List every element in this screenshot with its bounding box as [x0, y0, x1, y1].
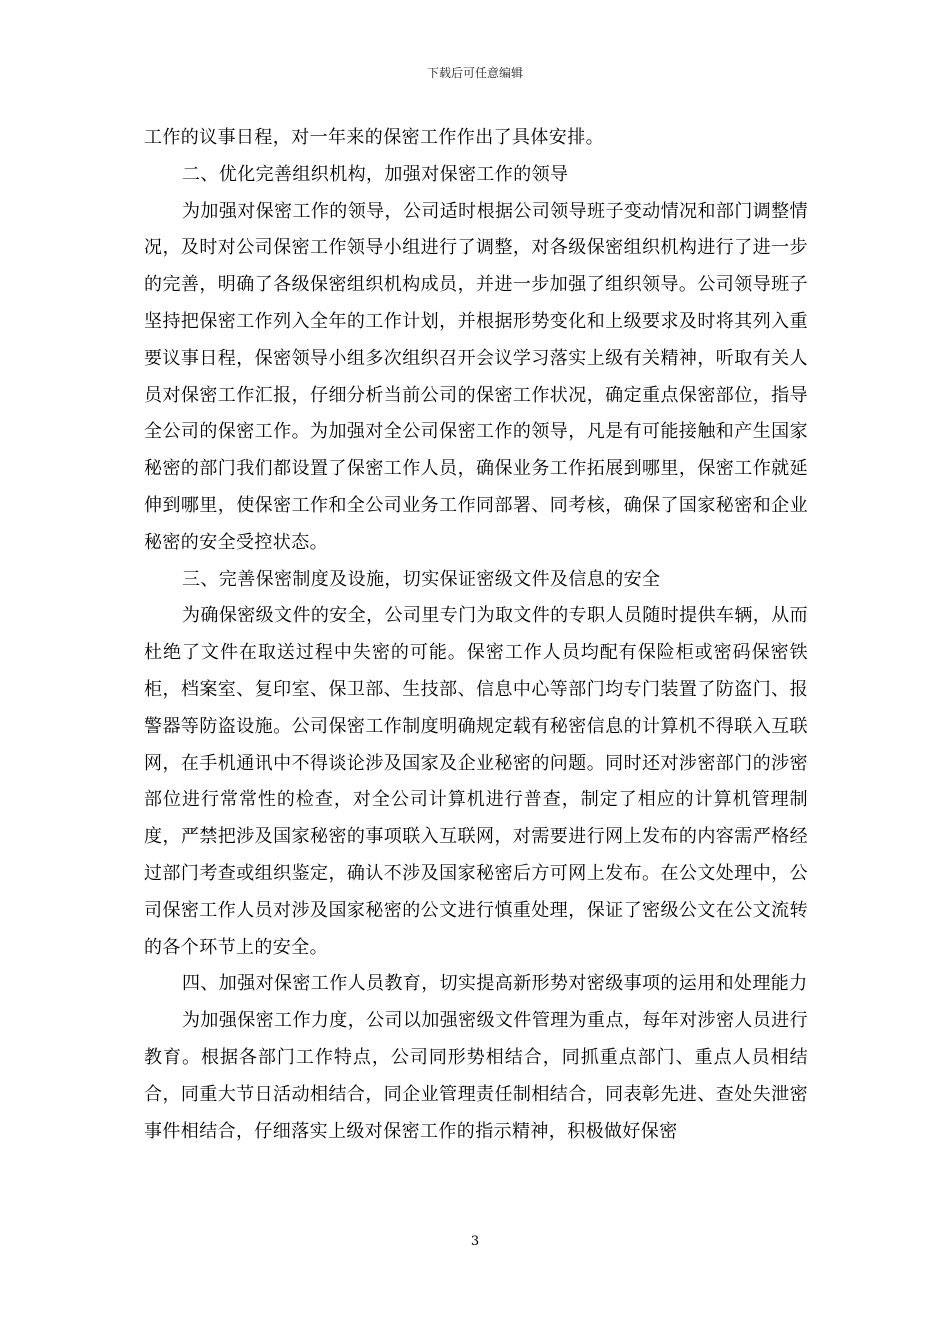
paragraph-section-4: 为加强保密工作力度，公司以加强密级文件管理为重点，每年对涉密人员进行教育。根据各部门工作特点，公司同形势相结合，同抓重点部门、重点人员相结合，同重大节日活动相结合，同企业管理责任制相结合，同表彰先进、查处失泄密事件相结合，仔细落实上级对保密工作的指示精神，积极做好保密 [144, 1010, 808, 1142]
section-heading-4: 四、加强对保密工作人员教育，切实提高新形势对密级事项的运用和处理能力 [182, 973, 808, 995]
section-heading-3: 三、完善保密制度及设施，切实保证密级文件及信息的安全 [182, 568, 661, 590]
page-number: 3 [470, 1234, 480, 1249]
paragraph-section-3: 为确保密级文件的安全，公司里专门为取文件的专职人员随时提供车辆，从而杜绝了文件在取送过程中失密的可能。保密工作人员均配有保险柜或密码保密铁柜，档案室、复印室、保卫部、生技部、信息中心等部门均专门装置了防盗门、报警器等防盗设施。公司保密工作制度明确规定载有秘密信息的计算机不得联入互联网，在手机通讯中不得谈论涉及国家及企业秘密的问题。同时还对涉密部门的涉密部位进行常常性的检查，对全公司计算机进行普查，制定了相应的计算机管理制度，严禁把涉及国家秘密的事项联入互联网，对需要进行网上发布的内容需严格经过部门考查或组织鉴定，确认不涉及国家秘密后方可网上发布。在公文处理中，公司保密工作人员对涉及国家秘密的公文进行慎重处理，保证了密级公文在公文流转的各个环节上的安全。 [144, 605, 808, 958]
document-body [144, 120, 808, 1150]
paragraph-continuation: 工作的议事日程，对一年来的保密工作作出了具体安排。 [144, 127, 604, 148]
section-heading-2: 二、优化完善组织机构，加强对保密工作的领导 [182, 163, 569, 185]
page-header: 下载后可任意编辑 [426, 66, 523, 80]
paragraph-section-2: 为加强对保密工作的领导，公司适时根据公司领导班子变动情况和部门调整情况，及时对公司保密工作领导小组进行了调整，对各级保密组织机构进行了进一步的完善，明确了各级保密组织机构成员，并进一步加强了组织领导。公司领导班子坚持把保密工作列入全年的工作计划，并根据形势变化和上级要求及时将其列入重要议事日程，保密领导小组多次组织召开会议学习落实上级有关精神，听取有关人员对保密工作汇报，仔细分析当前公司的保密工作状况，确定重点保密部位，指导全公司的保密工作。为加强对全公司保密工作的领导，凡是有可能接触和产生国家秘密的部门我们都设置了保密工作人员，确保业务工作拓展到哪里，保密工作就延伸到哪里，使保密工作和全公司业务工作同部署、同考核，确保了国家秘密和企业秘密的安全受控状态。 [144, 200, 808, 553]
